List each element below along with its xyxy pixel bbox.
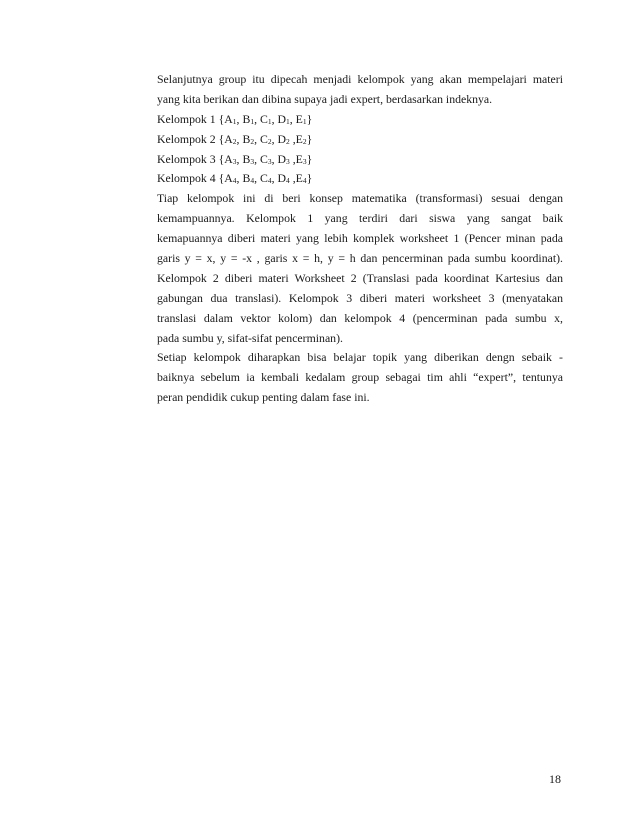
paragraph3-line2: baiknya sebelum ia kembali kedalam group sebagai tim ahli “expert”, tentunya [157,370,563,385]
group-line-3: Kelompok 3 {$A_3$, $B_3$, $C_3$, $D_3$ $,E_3$} [157,151,313,166]
paragraph1-line2: yang kita berikan dan dibina supaya jadi expert, berdasarkan indeknya. [157,91,493,106]
paragraph2-line1: Tiap kelompok ini di beri konsep matematika (transformasi) sesuai dengan [157,191,563,206]
group-line-2: Kelompok 2 {$A_2$, $B_2$, $C_2$, $D_2$ $,E_2$} [157,131,313,146]
paragraph3-line1: Setiap kelompok diharapkan bisa belajar topik yang diberikan dengn sebaik - [157,350,563,365]
paragraph2-line8: pada sumbu y, sifat-sifat pencerminan). [157,330,343,345]
group-line-4: Kelompok 4 {$A_4$, $B_4$, $C_4$, $D_4$ $,E_4$} [157,171,313,186]
paragraph2-line4: garis y = x, y = -x , garis x = h, y = h dan pencerminan pada sumbu koordinat). [157,251,563,266]
paragraph2-line7: translasi dalam vektor kolom) dan kelompok 4 (pencerminan pada sumbu x, [157,310,563,325]
paragraph3-line3: peran pendidik cukup penting dalam fase ini. [157,390,370,405]
document-body [157,70,563,408]
paragraph1-line1: Selanjutnya group itu dipecah menjadi kelompok yang akan mempelajari materi [157,72,563,86]
paragraph2-line2: kemampuannya. Kelompok 1 yang terdiri dari siswa yang sangat baik [157,211,563,226]
paragraph2-line3: kemapuannya diberi materi yang lebih komplek worksheet 1 (Pencer minan pada [157,231,563,246]
paragraph2-line6: gabungan dua translasi). Kelompok 3 diberi materi worksheet 3 (menyatakan [157,290,563,305]
paragraph2-line5: Kelompok 2 diberi materi Worksheet 2 (Translasi pada koordinat Kartesius dan [157,270,563,285]
page-number: 18 [549,772,561,786]
group-line-1: Kelompok 1 {$A_1$, $B_1$, $C_1$, $D_1$, $E_1$} [157,111,313,126]
